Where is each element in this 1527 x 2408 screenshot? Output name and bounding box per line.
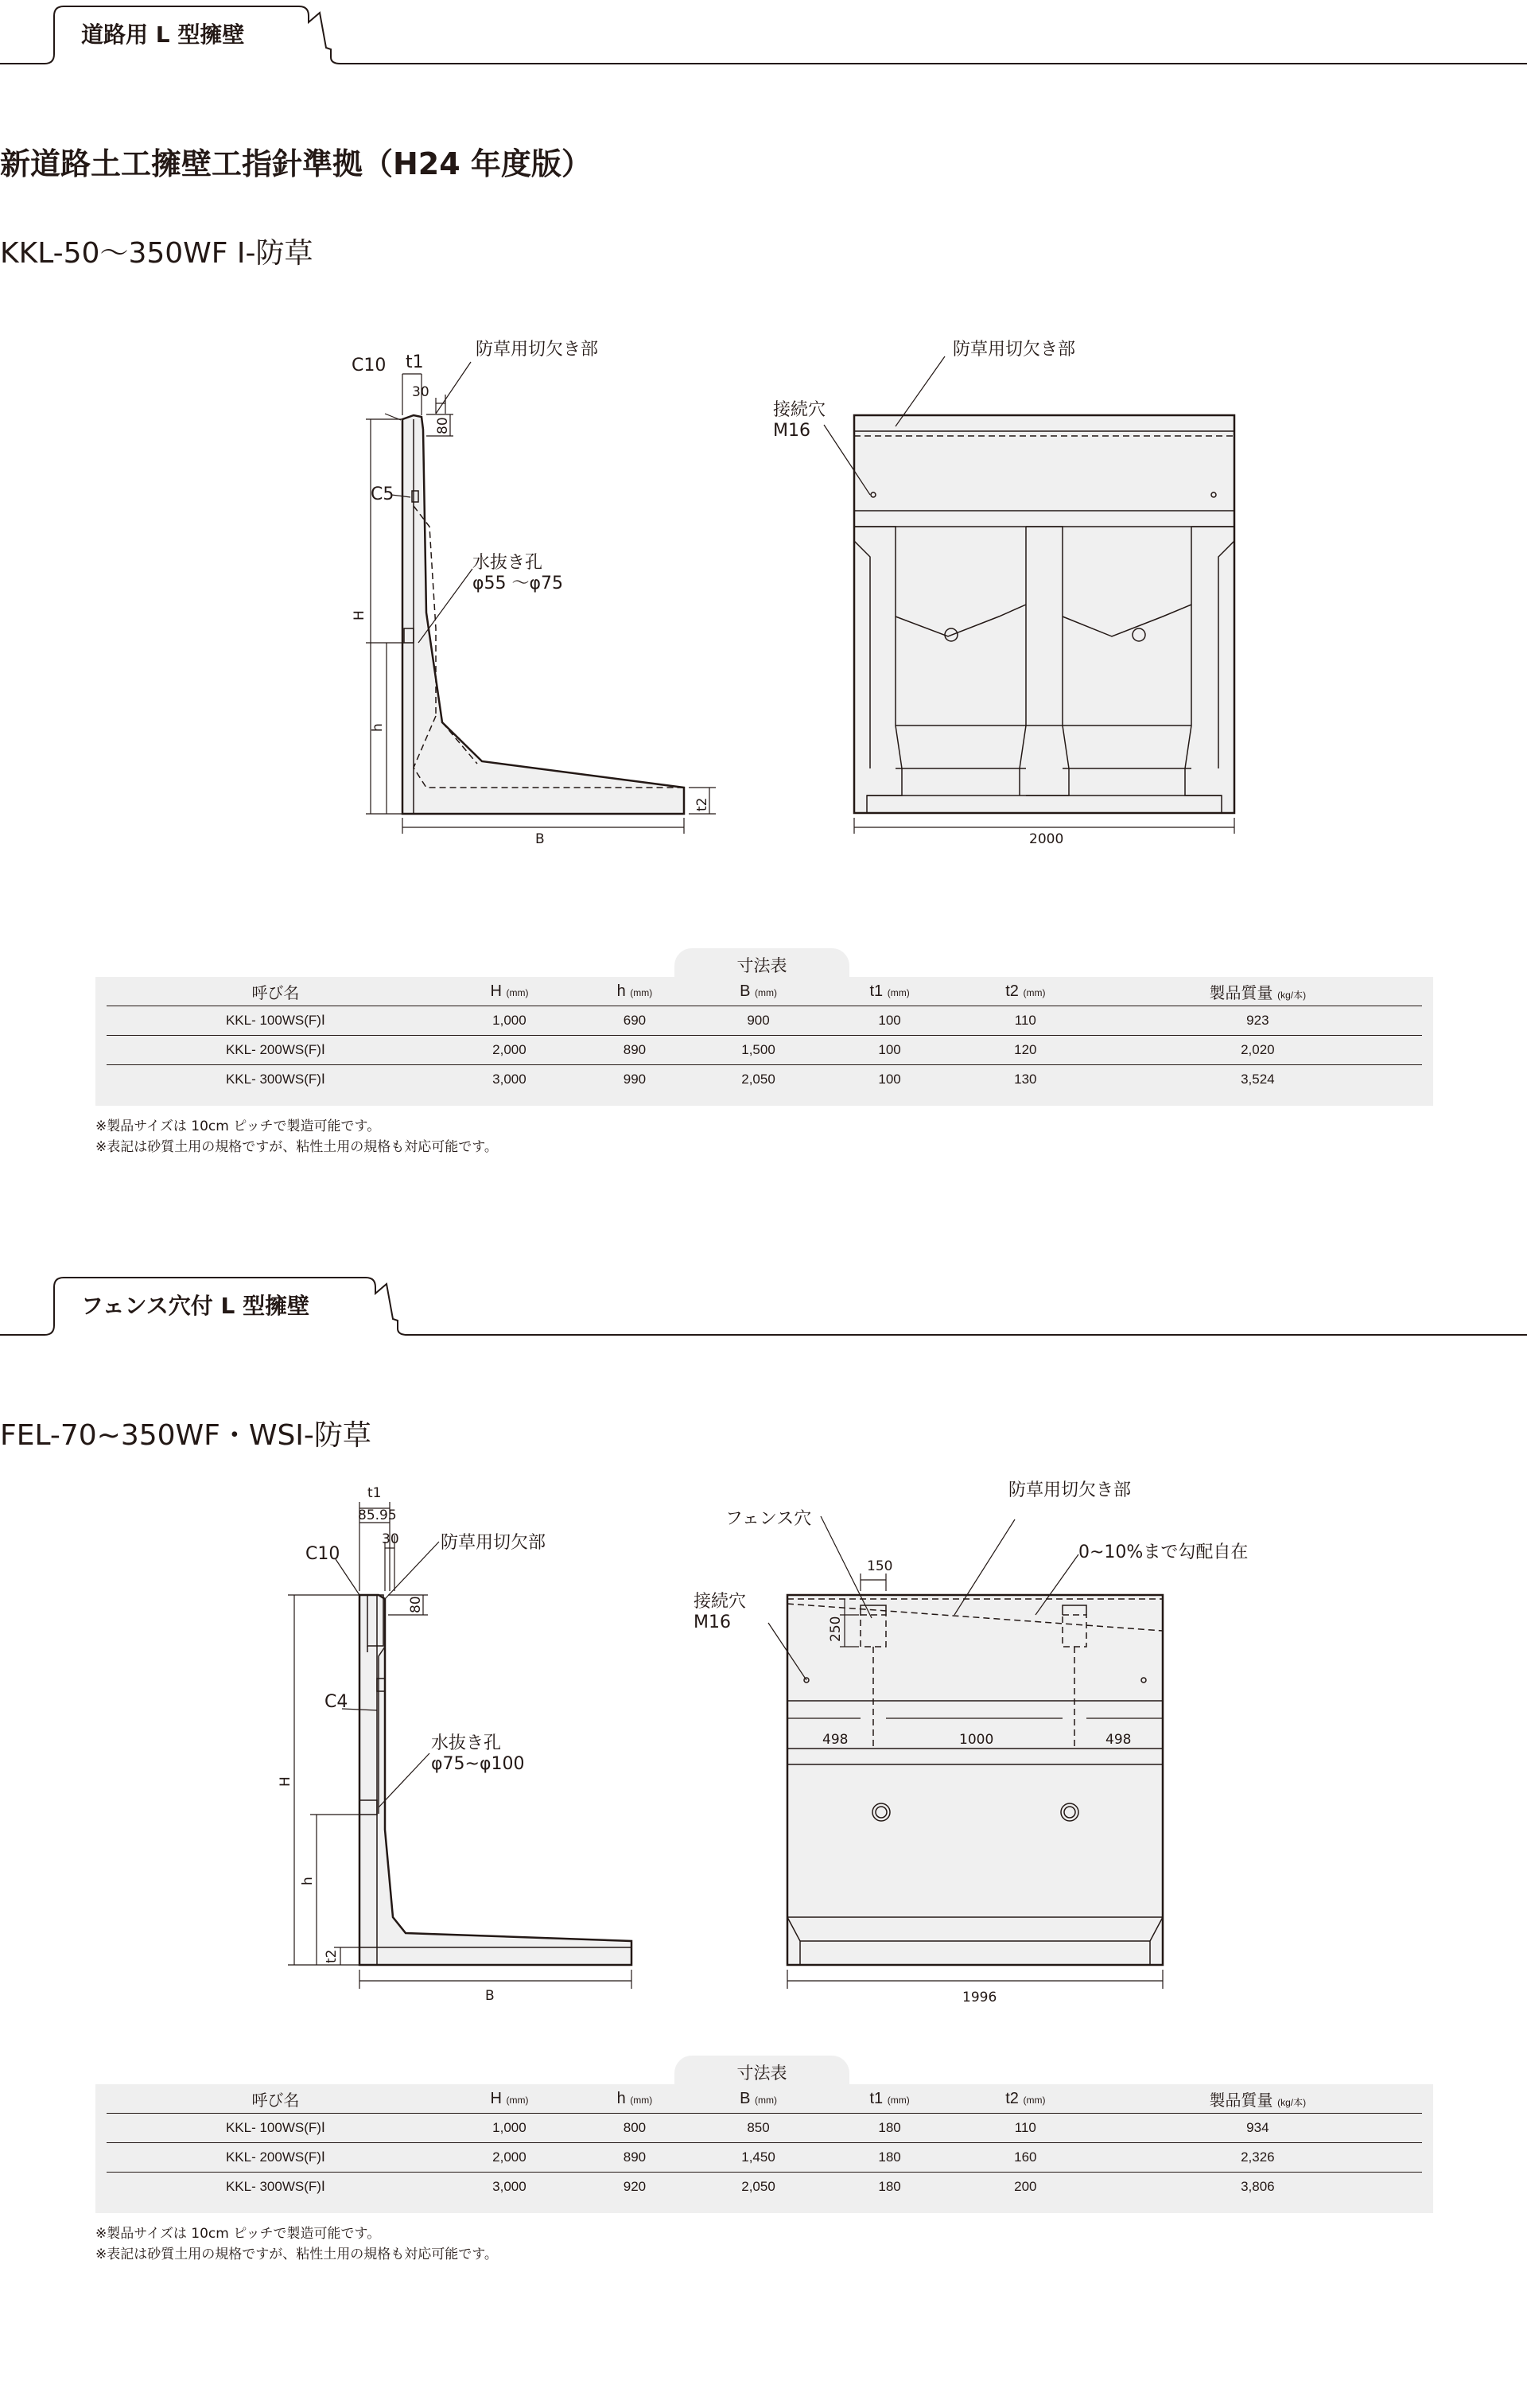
drain-size-label: φ55 〜φ75: [472, 574, 564, 593]
col-weight: 製品質量 (kg/本): [1094, 2084, 1422, 2114]
mid-spacing-label: 1000: [959, 1732, 994, 1748]
cell: 130: [1014, 1072, 1037, 1087]
H-label: H: [352, 610, 367, 620]
width-label: 1996: [962, 1990, 997, 2005]
footnote: ※表記は砂質土用の規格ですが、粘性土用の規格も対応可能です。: [95, 2247, 498, 2262]
cell: 2,020: [1094, 1036, 1422, 1065]
cell: KKL- 100WS(F)Ⅰ: [107, 2114, 445, 2143]
cell: 2,050: [741, 1072, 775, 1087]
joint-label: 接続穴: [773, 400, 826, 420]
table-row: [107, 2114, 1422, 2143]
footnote: ※製品サイズは 10cm ピッチで製造可能です。: [95, 1118, 381, 1134]
col-t1: t1 (mm): [822, 977, 958, 1006]
cell: 990: [623, 1072, 647, 1087]
cell: 1,000: [445, 2114, 574, 2143]
spec-table-panel: [95, 2084, 1433, 2213]
cell: 3,806: [1241, 2179, 1275, 2194]
footnote: ※表記は砂質土用の規格ですが、粘性土用の規格も対応可能です。: [95, 1139, 498, 1155]
cell: 2,050: [741, 2179, 775, 2194]
t1-sub-label: 30: [382, 1531, 399, 1547]
section-tab-label: フェンス穴付 L 型擁壁: [81, 1293, 310, 1319]
slope-label: 0~10%まで勾配自在: [1078, 1542, 1249, 1562]
cell: KKL- 200WS(F)Ⅰ: [107, 1036, 445, 1065]
table-row: [107, 2173, 1422, 2202]
cell: 800: [574, 2114, 695, 2143]
t1-sub-label: 30: [412, 384, 429, 400]
drain-label: 水抜き孔: [431, 1733, 502, 1753]
drain-label: 水抜き孔: [472, 553, 543, 573]
cell: 3,000: [492, 1072, 526, 1087]
c4-label: C4: [324, 1692, 348, 1712]
left-spacing-label: 498: [822, 1732, 849, 1748]
col-name: 呼び名: [107, 2084, 445, 2114]
cell: 110: [958, 1006, 1094, 1036]
fence-hole-label: フェンス穴: [725, 1509, 812, 1529]
cell: 3,000: [492, 2179, 526, 2194]
c10-label: C10: [352, 356, 387, 375]
B-label: B: [485, 1988, 495, 2004]
cell: 2,000: [445, 1036, 574, 1065]
cell: 180: [822, 2114, 958, 2143]
cell: KKL- 300WS(F)Ⅰ: [225, 1072, 325, 1087]
cell: 923: [1094, 1006, 1422, 1036]
cell: KKL- 200WS(F)Ⅰ: [107, 2143, 445, 2173]
cell: 1,000: [445, 1006, 574, 1036]
col-t2: t2 (mm): [958, 2084, 1094, 2114]
cell: 850: [695, 2114, 822, 2143]
cell: 1,450: [695, 2143, 822, 2173]
cell: 2,000: [445, 2143, 574, 2173]
drain-size-label: φ75~φ100: [431, 1754, 525, 1774]
col-t2: t2 (mm): [958, 977, 1094, 1006]
t1-label: t1: [367, 1485, 382, 1501]
top-dims-label: 85.95: [358, 1507, 397, 1523]
col-h: h (mm): [574, 2084, 695, 2114]
cell: 110: [958, 2114, 1094, 2143]
model-title: FEL-70~350WF・WSI-防草: [0, 1419, 371, 1452]
standard-heading: 新道路土工擁壁工指針準拠（H24 年度版）: [0, 146, 592, 181]
t1-label: t1: [406, 352, 424, 372]
fence-height-label: 250: [828, 1616, 844, 1642]
h-label: h: [300, 1877, 316, 1885]
col-H: H (mm): [445, 2084, 574, 2114]
h-label: h: [370, 723, 386, 732]
H-label: H: [278, 1776, 293, 1787]
notch-label: 防草用切欠部: [441, 1533, 546, 1553]
fence-width-label: 150: [867, 1558, 893, 1574]
joint-size-label: M16: [773, 421, 810, 441]
section-tab-label: 道路用 L 型擁壁: [81, 21, 245, 48]
model-title: KKL-50〜350WF Ⅰ-防草: [0, 237, 313, 270]
c5-label: C5: [371, 484, 394, 504]
notch-label: 防草用切欠き部: [476, 340, 599, 360]
table-row: [107, 2143, 1422, 2173]
cell: 3,524: [1241, 1072, 1275, 1087]
cell: 890: [574, 1036, 695, 1065]
c10-label: C10: [305, 1544, 340, 1564]
cell: KKL- 100WS(F)Ⅰ: [107, 1006, 445, 1036]
cell: 120: [958, 1036, 1094, 1065]
table-header-row: [107, 2084, 1422, 2114]
cell: 180: [878, 2179, 901, 2194]
width-label: 2000: [1029, 831, 1064, 847]
cell: 934: [1094, 2114, 1422, 2143]
front-notch-label: 防草用切欠き部: [1008, 1480, 1132, 1500]
cell: 920: [623, 2179, 647, 2194]
col-t1: t1 (mm): [822, 2084, 958, 2114]
right-spacing-label: 498: [1105, 1732, 1132, 1748]
cell: KKL- 300WS(F)Ⅰ: [225, 2179, 325, 2194]
cell: 180: [822, 2143, 958, 2173]
cell: 100: [822, 1036, 958, 1065]
col-B: B (mm): [695, 977, 822, 1006]
table-badge: 寸法表: [674, 2056, 849, 2087]
cell: 2,326: [1094, 2143, 1422, 2173]
col-name: 呼び名: [107, 977, 445, 1006]
notch-height-label: 80: [408, 1596, 424, 1613]
col-h: h (mm): [574, 977, 695, 1006]
cell: 160: [958, 2143, 1094, 2173]
footnote: ※製品サイズは 10cm ピッチで製造可能です。: [95, 2226, 381, 2242]
t2-label: t2: [324, 1949, 340, 1963]
cell: 1,500: [695, 1036, 822, 1065]
cell: 890: [574, 2143, 695, 2173]
B-label: B: [535, 831, 545, 847]
cell: 200: [1014, 2179, 1037, 2194]
col-weight: 製品質量 (kg/本): [1094, 977, 1422, 1006]
cell: 690: [574, 1006, 695, 1036]
cell: 100: [878, 1072, 901, 1087]
col-H: H (mm): [445, 977, 574, 1006]
joint-label: 接続穴: [694, 1592, 747, 1612]
t2-label: t2: [694, 797, 710, 811]
spec-table: [107, 2084, 1422, 2201]
table-badge: 寸法表: [674, 948, 849, 980]
notch-height-label: 80: [435, 417, 451, 434]
cell: 100: [822, 1006, 958, 1036]
front-notch-label: 防草用切欠き部: [953, 340, 1076, 360]
cell: 900: [695, 1006, 822, 1036]
col-B: B (mm): [695, 2084, 822, 2114]
joint-size-label: M16: [694, 1612, 731, 1632]
